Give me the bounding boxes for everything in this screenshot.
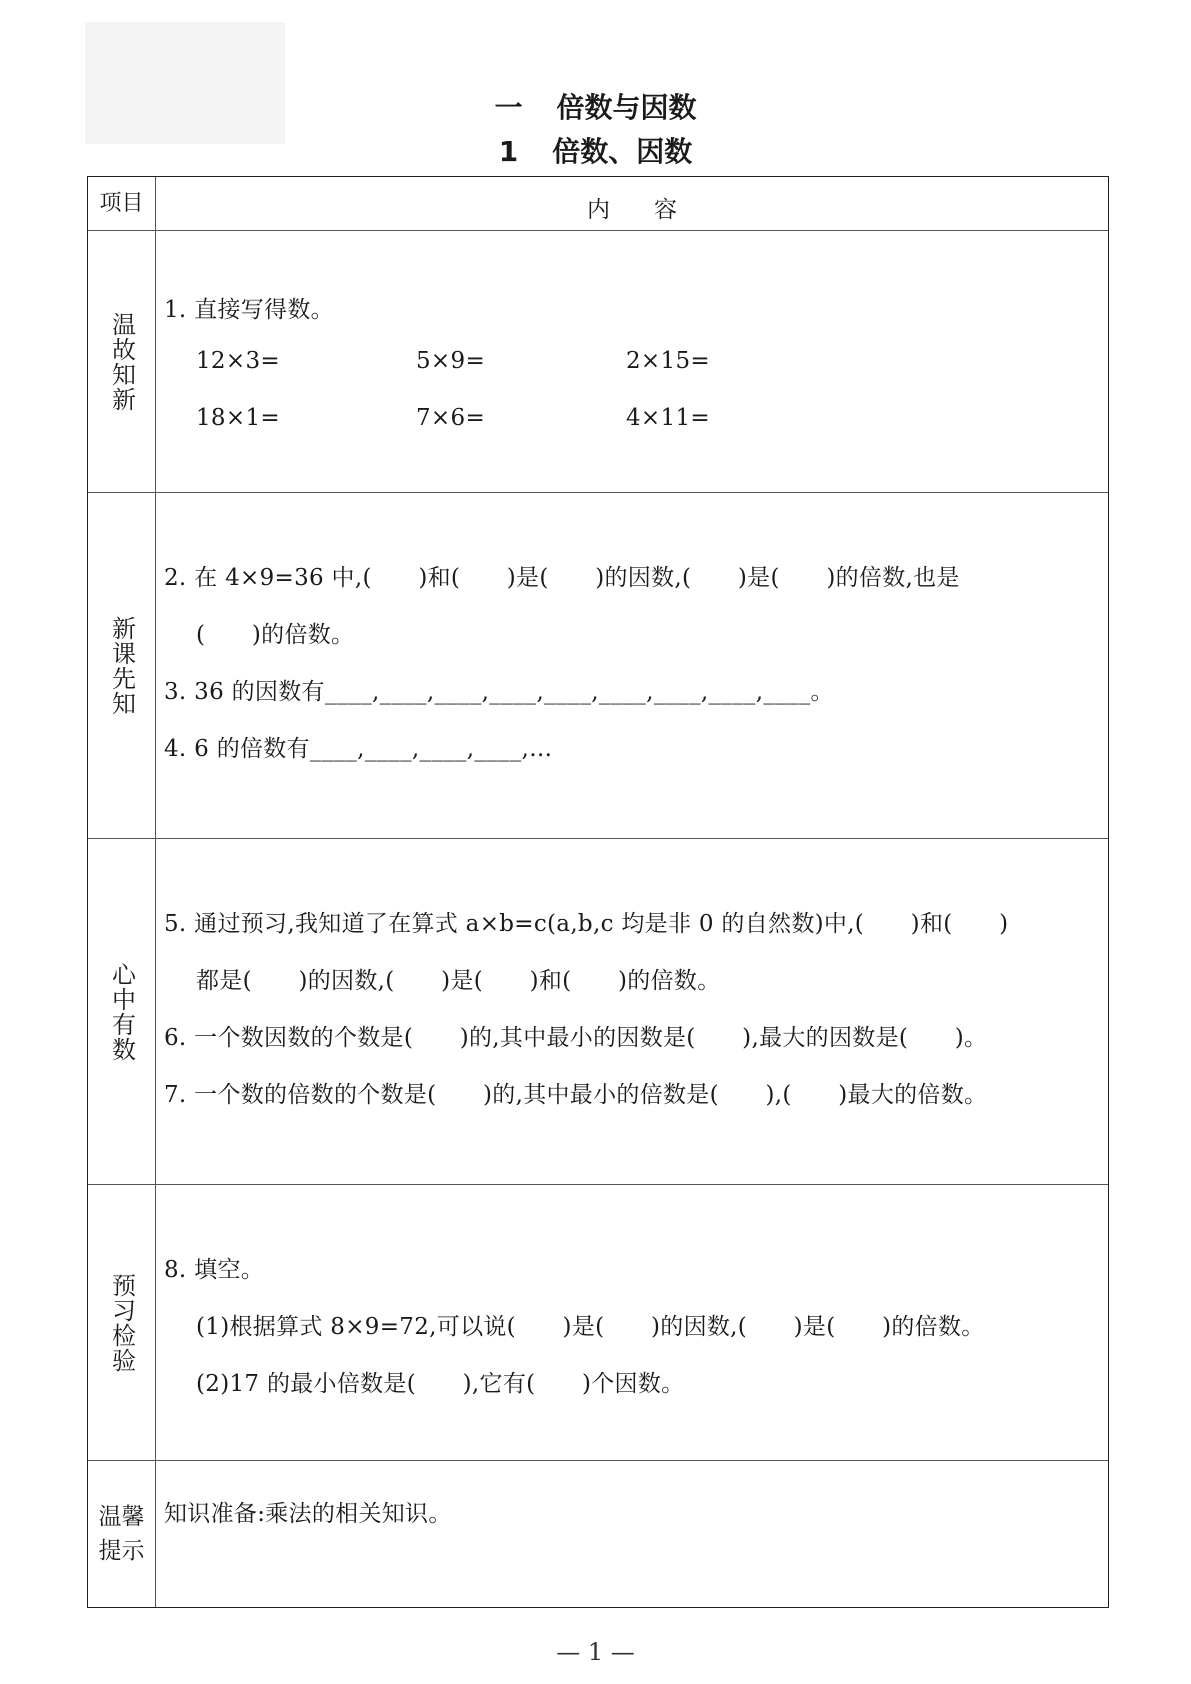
calc-item[interactable]: 2×15= [626, 348, 710, 374]
question-6[interactable]: 6. 一个数因数的个数是( )的,其中最小的因数是( ),最大的因数是( )。 [164, 1025, 988, 1051]
section-label-cell [88, 839, 156, 1184]
section-label-cell [88, 493, 156, 838]
lesson-number: 1 [498, 135, 519, 168]
section-new-lesson [88, 493, 1108, 839]
chapter-title [0, 88, 1191, 128]
calc-item[interactable]: 12×3= [196, 348, 280, 374]
chapter-number: 一 [494, 91, 523, 124]
question-3[interactable]: 3. 36 的因数有____,____,____,____,____,____,____,____,____。 [164, 679, 834, 705]
section-tip [88, 1461, 1108, 1607]
section-check [88, 1185, 1108, 1461]
header-content-title: 内容 [587, 197, 721, 223]
header-content-cell [156, 177, 1108, 230]
section-label: 预习检验 [107, 1272, 136, 1373]
section-label: 温故知新 [107, 311, 136, 412]
calc-item[interactable]: 4×11= [626, 405, 710, 431]
section-content [156, 839, 1108, 1184]
calc-item[interactable]: 7×6= [416, 405, 486, 431]
question-7[interactable]: 7. 一个数的倍数的个数是( )的,其中最小的倍数是( ),( )最大的倍数。 [164, 1082, 988, 1108]
section-label: 新课先知 [107, 615, 136, 716]
section-label: 温馨提示 [98, 1504, 145, 1564]
section-content [156, 1461, 1108, 1607]
section-summary [88, 839, 1108, 1185]
chapter-name: 倍数与因数 [556, 91, 697, 124]
lesson-title [0, 132, 1191, 172]
worksheet-table [87, 176, 1109, 1608]
tip-text: 知识准备:乘法的相关知识。 [164, 1501, 452, 1527]
question-8-part-2[interactable]: (2)17 的最小倍数是( ),它有( )个因数。 [196, 1371, 685, 1397]
section-label-cell [88, 231, 156, 492]
question-5-continued[interactable]: 都是( )的因数,( )是( )和( )的倍数。 [196, 968, 721, 994]
section-content [156, 493, 1108, 838]
titles [0, 88, 1191, 172]
section-label: 心中有数 [107, 961, 136, 1062]
question-8-part-1[interactable]: (1)根据算式 8×9=72,可以说( )是( )的因数,( )是( )的倍数。 [196, 1314, 985, 1340]
section-review [88, 231, 1108, 493]
question-4[interactable]: 4. 6 的倍数有____,____,____,____,… [164, 736, 553, 762]
lesson-name: 倍数、因数 [552, 135, 693, 168]
header-label-cell [88, 177, 156, 230]
section-content [156, 231, 1108, 492]
header-label: 项目 [99, 190, 144, 216]
section-label-cell [88, 1185, 156, 1460]
section-content [156, 1185, 1108, 1460]
calc-item[interactable]: 5×9= [416, 348, 486, 374]
page-number: — 1 — [556, 1638, 635, 1666]
question-2[interactable]: 2. 在 4×9=36 中,( )和( )是( )的因数,( )是( )的倍数,也是 [164, 565, 960, 591]
table-header-row [88, 177, 1108, 231]
question-2-continued[interactable]: ( )的倍数。 [196, 622, 355, 648]
section-label-cell [88, 1461, 156, 1607]
question-5[interactable]: 5. 通过预习,我知道了在算式 a×b=c(a,b,c 均是非 0 的自然数)中,( )和( ) [164, 911, 1009, 937]
calc-item[interactable]: 18×1= [196, 405, 280, 431]
question-8: 8. 填空。 [164, 1257, 265, 1283]
question-1: 1. 直接写得数。 [164, 297, 334, 323]
